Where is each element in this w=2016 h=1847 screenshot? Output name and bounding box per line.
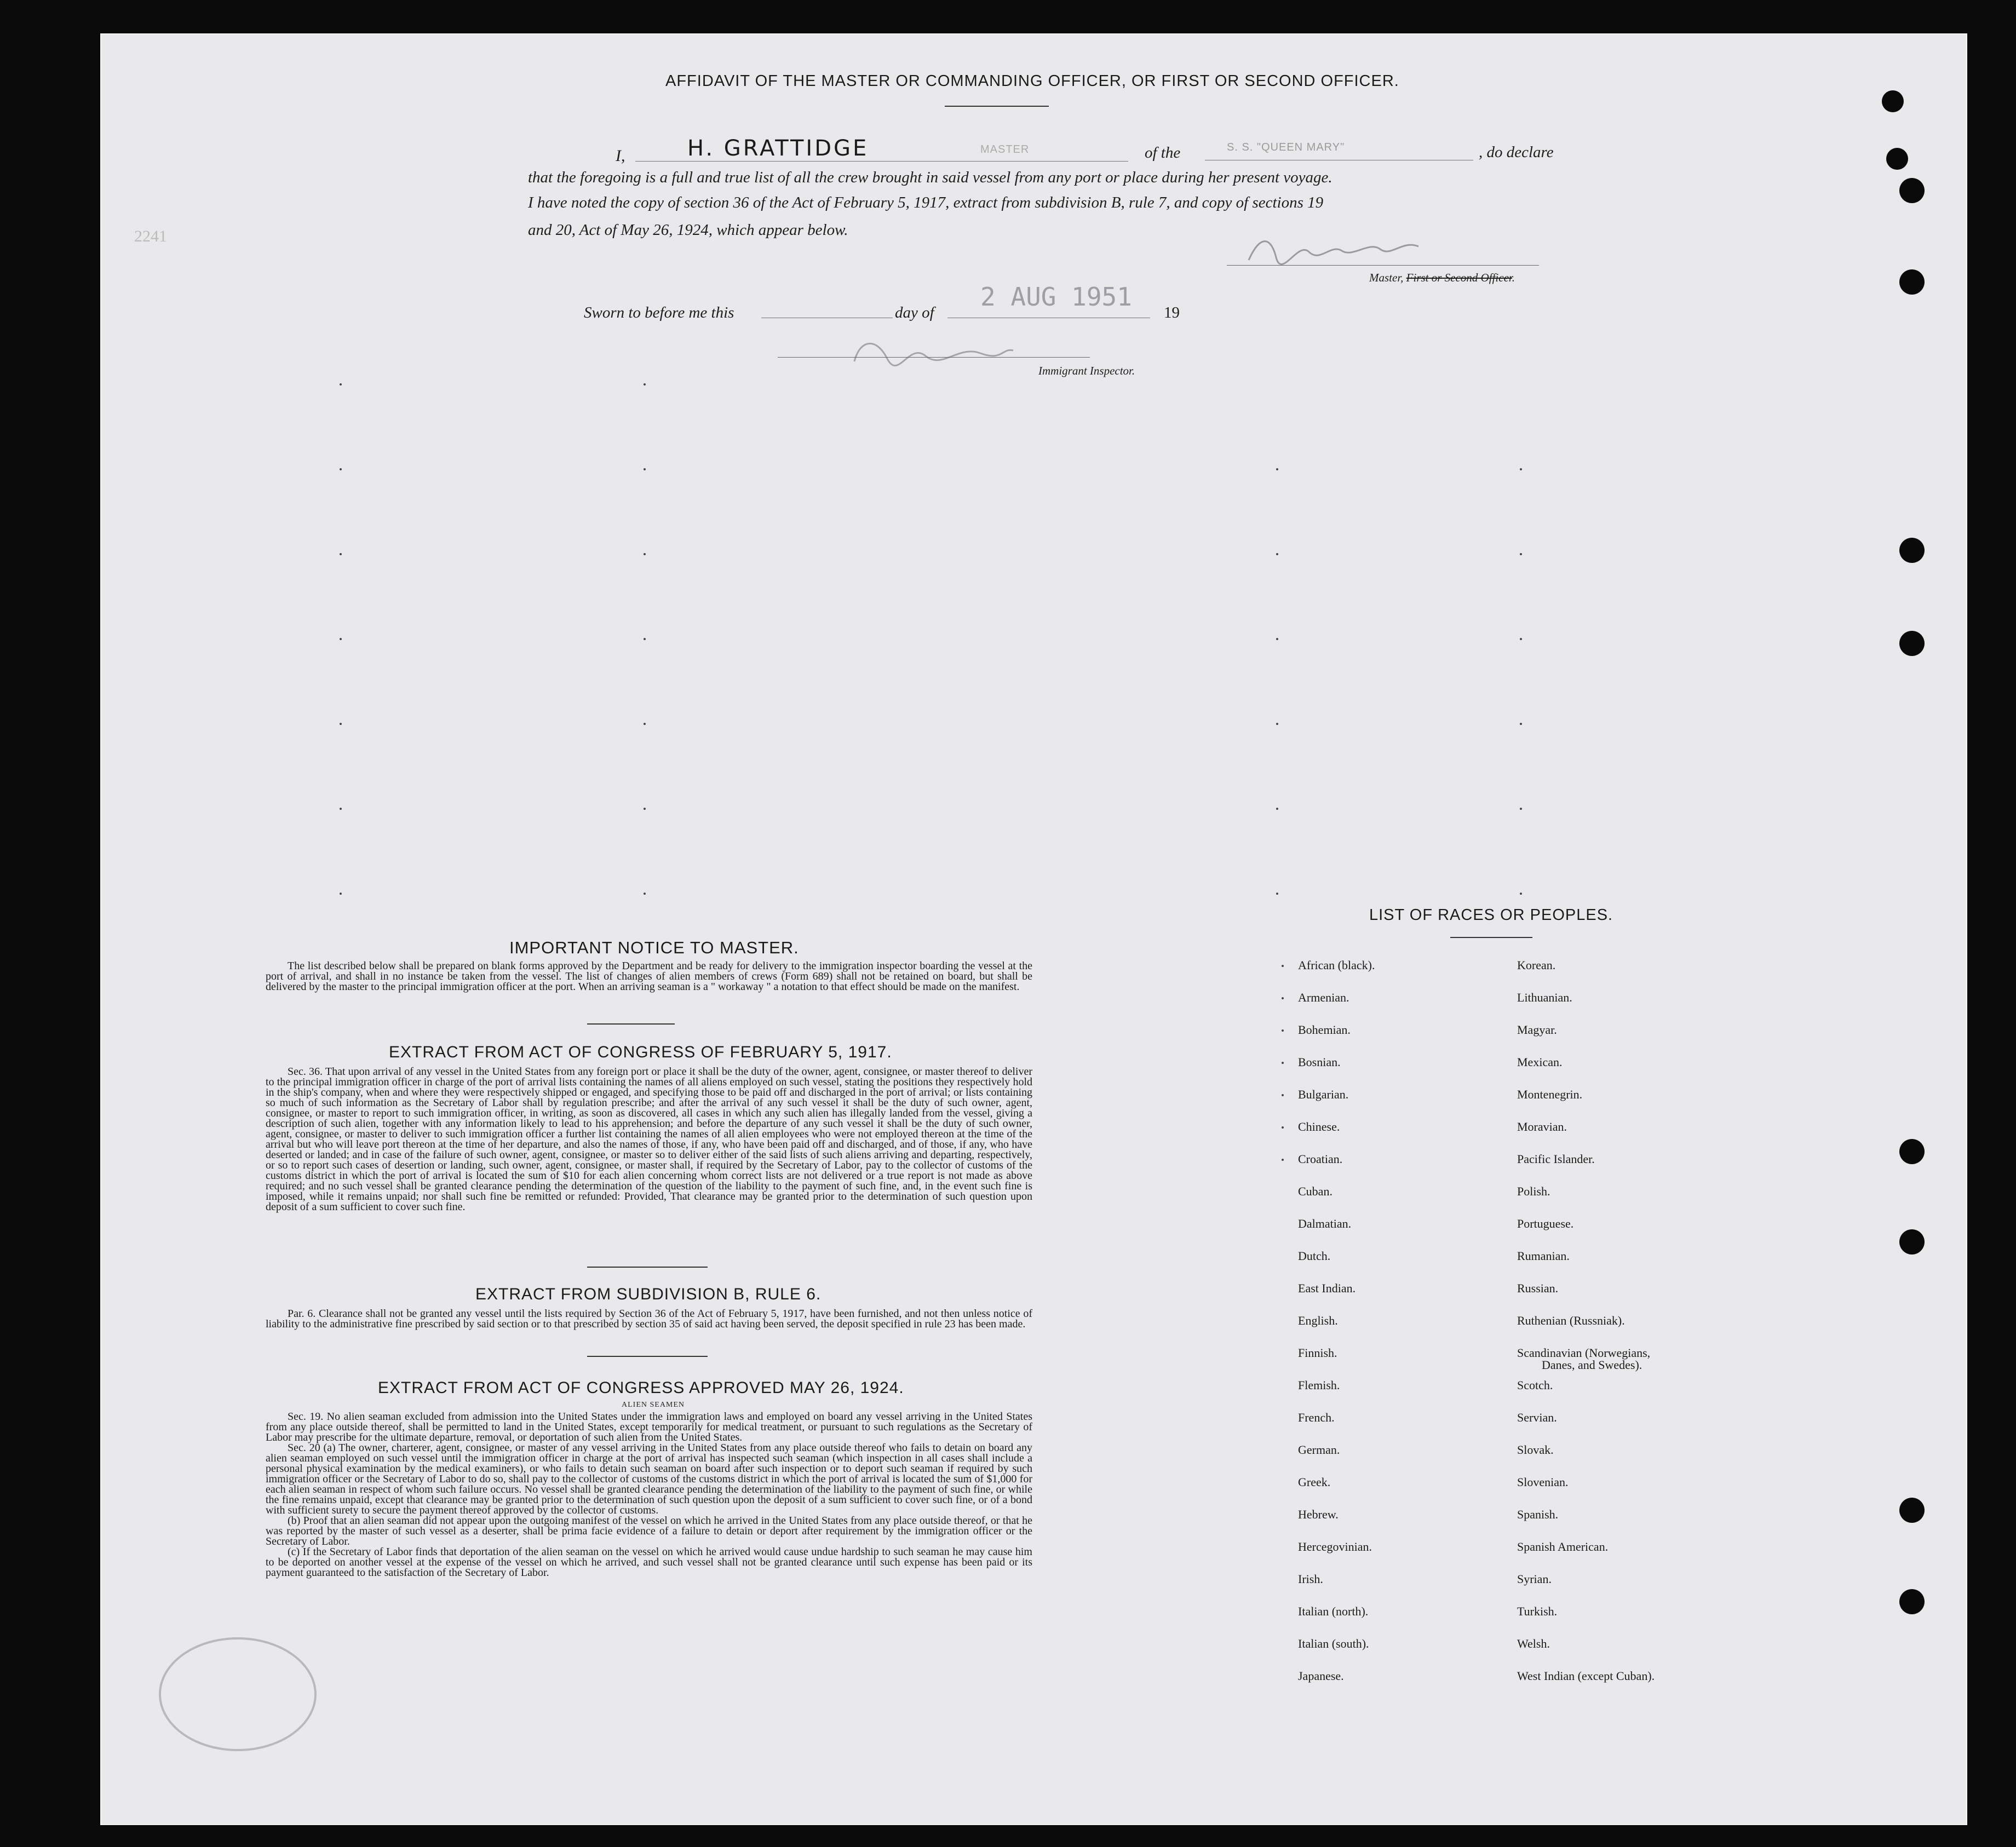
signature-caption: Master, First or Second Officer. [1369,271,1515,284]
leader-dot [340,553,342,555]
name-line [635,161,1128,162]
race-item: Armenian. [1298,991,1349,1004]
punch-hole [1899,1498,1925,1523]
date-stamp: 2 AUG 1951 [980,282,1132,312]
race-item: Portuguese. [1517,1217,1574,1230]
extract1917-title: EXTRACT FROM ACT OF CONGRESS OF FEBRUARY 5, 1917. [389,1043,892,1061]
do-declare: , do declare [1479,143,1554,161]
leader-dot [1520,808,1522,810]
sworn-label: Sworn to before me this [584,304,734,321]
race-item: Chinese. [1298,1120,1340,1133]
affidavit-title: AFFIDAVIT OF THE MASTER OR COMMANDING OFFICER, OR FIRST OR SECOND OFFICER. [665,72,1399,90]
leader-dot [644,723,646,725]
race-item: Scotch. [1517,1378,1553,1392]
race-item: East Indian. [1298,1281,1356,1295]
leader-dot [644,638,646,640]
faded-circular-stamp [159,1637,317,1751]
race-item: Servian. [1517,1411,1557,1424]
race-item: Ruthenian (Russniak). [1517,1314,1625,1327]
signature-line [1227,265,1539,266]
rule6-text [266,1309,1032,1330]
race-item: Magyar. [1517,1023,1557,1037]
leader-dot [1276,638,1278,640]
race-item: Russian. [1517,1281,1559,1295]
leader-dot [1520,638,1522,640]
race-item: French. [1298,1411,1335,1424]
race-item: Montenegrin. [1517,1088,1583,1101]
races-title: LIST OF RACES OR PEOPLES. [1369,906,1613,924]
leader-dot [1276,723,1278,725]
rank-stamp: MASTER [980,143,1030,156]
extract1924-title: EXTRACT FROM ACT OF CONGRESS APPROVED MAY 26, 1924. [378,1379,904,1397]
race-item: Croatian. [1298,1152,1343,1166]
extract1917-text [266,1067,1032,1212]
race-item: Scandinavian (Norwegians, [1517,1346,1651,1360]
affidavit-line4: and 20, Act of May 26, 1924, which appear below. [528,221,848,239]
race-item: Lithuanian. [1517,991,1572,1004]
race-item: Finnish. [1298,1346,1337,1360]
par6-paragraph: Par. 6. Clearance shall not be granted any vessel until the lists required by Section 36 of the Act of February 5, 1917, have been furnished, and not then unless notice of liability to the administrative fine prescribed by said section or to that prescribed by section 35 of said act having been served, the deposit specified in rule 23 has been made. [266,1308,1032,1330]
race-item: African (black). [1298,958,1375,972]
leader-dot [644,553,646,555]
sec19-paragraph: Sec. 19. No alien seaman excluded from admission into the United States under the immigration laws and employed on board any vessel arriving in the United States from any place outside thereof, shall be permitted to land in the United States, except temporarily for medical treatment, or pursuant to such regulations as the Secretary of Labor may prescribe for the ultimate departure, removal, or deportation of such alien from the United States. [266,1411,1032,1443]
sec20c-paragraph: (c) If the Secretary of Labor finds that deportation of the alien seaman on the vessel on which he arrived would cause undue hardship to such seaman he may cause him to be deported on another vessel at the expense of the vessel on which he arrived, and such vessel shall not be granted clearance until such expense has been paid or its payment guaranteed to the satisfaction of the Secretary of Labor. [266,1546,1032,1579]
race-item: Slovenian. [1517,1475,1569,1489]
divider [587,1023,675,1025]
race-scandinavian-cont: Danes, and Swedes). [1542,1358,1642,1372]
race-item: Welsh. [1517,1637,1550,1650]
leader-dot [1282,1094,1284,1096]
race-item: Flemish. [1298,1378,1340,1392]
race-item: Pacific Islander. [1517,1152,1595,1166]
leader-dot [340,638,342,640]
race-item: Korean. [1517,958,1556,972]
race-item: Cuban. [1298,1184,1332,1198]
of-the-label: of the [1145,144,1181,162]
leader-dot [1276,893,1278,895]
race-item: Moravian. [1517,1120,1567,1133]
race-item: Hebrew. [1298,1507,1339,1521]
leader-dot [644,893,646,895]
punch-hole [1899,538,1925,563]
leader-dot [1520,723,1522,725]
notice-text [266,961,1032,992]
leader-dot [1520,468,1522,470]
leader-dot [1520,553,1522,555]
races-underline [1450,937,1532,938]
notice-title: IMPORTANT NOTICE TO MASTER. [509,938,799,957]
leader-dot [340,893,342,895]
leader-dot [340,808,342,810]
leader-dot [1282,965,1284,967]
punch-hole [1899,269,1925,295]
divider [587,1267,708,1268]
race-item: West Indian (except Cuban). [1517,1669,1655,1683]
race-item: English. [1298,1314,1338,1327]
leader-dot [1282,1062,1284,1064]
leader-dot [644,808,646,810]
leader-dot [644,383,646,385]
race-item: Rumanian. [1517,1249,1570,1263]
race-item: Bulgarian. [1298,1088,1349,1101]
race-item: Spanish. [1517,1507,1559,1521]
race-item: Italian (south). [1298,1637,1369,1650]
leader-dot [340,723,342,725]
race-item: Spanish American. [1517,1540,1609,1553]
punch-hole [1886,148,1908,170]
master-signature [1238,230,1424,268]
race-item: Dalmatian. [1298,1217,1352,1230]
leader-dot [644,468,646,470]
inspector-line [778,357,1090,358]
race-item: Mexican. [1517,1055,1563,1069]
inspector-signature [843,329,1019,372]
sec36-paragraph: Sec. 36. That upon arrival of any vessel in the United States from any foreign port or place it shall be the duty of the owner, agent, consignee, or master thereof to deliver to the principal immigration officer in charge of the port of arrival lists containing the names of all aliens employed on such vessel, stating the positions they respectively hold in the ship's company, when and where they were respectively shipped or engaged, and specifying those to be paid off and discharged in the port of arrival; or lists containing so much of such information as the Secretary of Labor shall by regulation prescribe; and after the arrival of any such vessel it shall be the duty of such owner, agent, consignee, or master to report to such immigration officer, in writing, as soon as discovered, all cases in which any such alien has illegally landed from the vessel, giving a description of such alien, together with any information likely to lead to his apprehension; and before the departure of any such vessel it shall be the duty of such owner, agent, consignee, or master to deliver to such immigration officer a further list containing the names of all alien employees who were not employed thereon at the time of the arrival but who will leave port thereon at the time of her departure, and also the names of those, if any, who have been paid off and discharged, and of those, if any, who have deserted or landed; and in case of the failure of such owner, agent, consignee, or master so to deliver either of the said lists of such aliens arriving and departing, respectively, or so to report such cases of desertion or landing, such owner, agent, consignee, or master shall, if required by the Secretary of Labor, pay to the collector of customs of the customs district in which the port of arrival is located the sum of $10 for each alien concerning whom correct lists are not delivered or a true report is not made as above required; and no such vessel shall be granted clearance pending the determination of the question of the liability to the payment of such fine, and, in the event such fine is imposed, while it remains unpaid; nor shall such fine be remitted or refunded: Provided, That clearance may be granted prior to the determination of such question upon deposit of a sum sufficient to cover such fine. [266,1066,1032,1213]
race-item: Hercegovinian. [1298,1540,1372,1553]
master-name-handwritten: H. GRATTIDGE [687,136,869,161]
race-item: Italian (north). [1298,1604,1369,1618]
year-label: 19 [1164,304,1180,321]
race-item: Irish. [1298,1572,1323,1586]
day-of-label: day of [895,304,934,321]
leader-dot [1282,1159,1284,1161]
extract1924-text [266,1412,1032,1578]
punch-hole [1899,1139,1925,1164]
vessel-name: S. S. "QUEEN MARY" [1227,141,1345,153]
affidavit-line2: that the foregoing is a full and true list of all the crew brought in said vessel from any port or place during her present voyage. [528,169,1332,186]
inspector-caption: Immigrant Inspector. [1038,364,1135,377]
leader-dot [1276,553,1278,555]
punch-hole [1899,1229,1925,1255]
race-item: Syrian. [1517,1572,1552,1586]
title-underline [945,106,1049,107]
alien-seamen-subtitle: ALIEN SEAMEN [622,1401,685,1409]
punch-hole [1882,90,1904,112]
race-item: Bohemian. [1298,1023,1351,1037]
affidavit-i: I, [616,147,625,165]
leader-dot [340,383,342,385]
divider [587,1356,708,1357]
notice-paragraph: The list described below shall be prepared on blank forms approved by the Department and be ready for delivery to the immigration inspector boarding the vessel at the port of arrival, and shall in no instance be taken from the vessel. The list of changes of alien members of crews (Form 689) shall not be retained on board, but shall be delivered by the master to the principal immigration officer at the port. When an arriving seaman is a " workaway " a notation to that effect should be made on the manifest. [266,960,1032,993]
affidavit-line3: I have noted the copy of section 36 of the Act of February 5, 1917, extract from subdivision B, rule 7, and copy of sections 19 [528,194,1324,211]
race-item: German. [1298,1443,1340,1457]
race-item: Polish. [1517,1184,1550,1198]
leader-dot [340,468,342,470]
sec20b-paragraph: (b) Proof that an alien seaman did not appear upon the outgoing manifest of the vessel on which he arrived in the United States from any place outside thereof, or that he was reported by the master of such vessel as a deserter, shall be prima facie evidence of a failure to detain or deport after requirement by the immigration officer or the Secretary of Labor. [266,1515,1032,1547]
leader-dot [1282,997,1284,999]
leader-dot [1520,893,1522,895]
punch-hole [1899,178,1925,203]
race-item: Slovak. [1517,1443,1554,1457]
leader-dot [1282,1126,1284,1129]
race-item: Turkish. [1517,1604,1558,1618]
sec20a-paragraph: Sec. 20 (a) The owner, charterer, agent, consignee, or master of any vessel arriving in the United States from any place outside thereof who fails to detain on board any alien seaman employed on such vessel until the immigration officer in charge at the port of arrival has inspected such seaman (which inspection in all cases shall include a personal physical examination by the medical examiners), or who fails to detain such seaman on board after such inspection or to deport such seaman if required by such immigration officer or the Secretary of Labor to do so, shall pay to the collector of customs of the customs district in which the port of arrival is located the sum of $1,000 for each alien seaman in respect of whom such failure occurs. No vessel shall be granted clearance pending the determination of the liability to the payment of such fine, or while the fine remains unpaid, except that clearance may be granted prior to the determination of such question upon the deposit of a sum sufficient to cover such fine, or of a bond with sufficient surety to secure the payment thereof approved by the collector of customs. [266,1442,1032,1516]
leader-dot [1276,468,1278,470]
race-item: Dutch. [1298,1249,1331,1263]
punch-hole [1899,631,1925,656]
race-item: Japanese. [1298,1669,1344,1683]
leader-dot [1282,1029,1284,1032]
margin-note: 2241 [134,227,167,245]
leader-dot [1276,808,1278,810]
rule6-title: EXTRACT FROM SUBDIVISION B, RULE 6. [475,1285,822,1303]
race-item: Greek. [1298,1475,1331,1489]
race-item: Bosnian. [1298,1055,1341,1069]
punch-hole [1899,1589,1925,1614]
